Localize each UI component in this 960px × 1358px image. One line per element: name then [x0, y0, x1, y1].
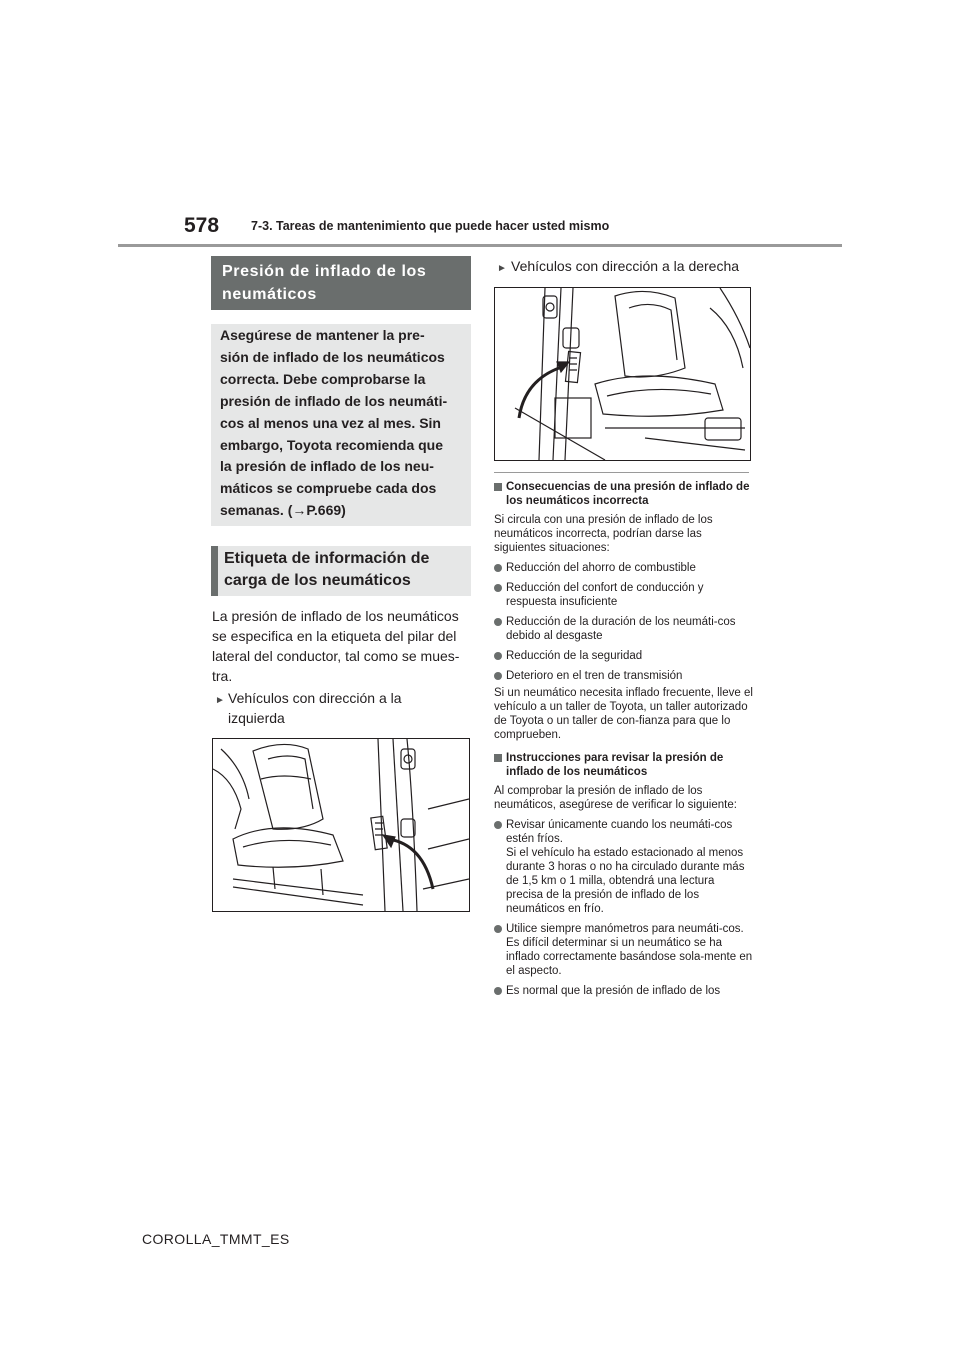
heading-band-accent [211, 546, 218, 596]
list-item-detail: Es difícil determinar si un neumático se ha inflado correctamente basándose sola-mente en el aspecto. [506, 937, 753, 977]
paragraph: Si un neumático necesita inflado frecuente, lleve el vehículo a un taller de Toyota, un taller autorizado de Toyota o un taller de con-fianza para que lo comprueben. [494, 687, 753, 741]
list-item [494, 922, 754, 978]
round-bullet-icon [494, 925, 502, 933]
paragraph: Si circula con una presión de inflado de los neumáticos incorrecta, podrían darse las siguientes situaciones: [494, 514, 713, 554]
list-item-text: Utilice siempre manómetros para neumáti-cos. [506, 923, 744, 935]
round-bullet-icon [494, 987, 502, 995]
illustration-rhd-pillar-label [494, 287, 751, 461]
list-item [494, 669, 754, 683]
list-item-text: Reducción de la duración de los neumáti-cos debido al desgaste [506, 616, 736, 642]
section-title: 7-3. Tareas de mantenimiento que puede hacer usted mismo [251, 219, 610, 233]
list-item-text: Revisar únicamente cuando los neumáti-cos estén fríos. [506, 819, 733, 845]
list-item-text: Reducción del confort de conducción y respuesta insuficiente [506, 582, 704, 608]
arrow-right-icon: ► [215, 695, 225, 706]
body-line: lateral del conductor, tal como se mues- [212, 648, 460, 664]
intro-line: cos al menos una vez al mes. Sin [220, 414, 441, 431]
list-item-detail: Si el vehículo ha estado estacionado al menos durante 3 horas o no ha circulado durante más de 1,5 km o 1 milla, obtendrá una lectura precisa de la presión de inflado de los neumáticos en frío. [506, 847, 745, 915]
list-item [494, 561, 754, 575]
subheading-line: Vehículos con dirección a la derecha [511, 258, 740, 274]
round-bullet-icon [494, 821, 502, 829]
round-bullet-icon [494, 584, 502, 592]
intro-line: presión de inflado de los neumáti- [220, 392, 448, 409]
list-item [494, 984, 754, 998]
list-item-text: Reducción de la seguridad [506, 650, 643, 662]
intro-line: semanas. (→P.669) [220, 502, 346, 519]
list-item [494, 649, 754, 663]
round-bullet-icon [494, 618, 502, 626]
intro-line: Asegúrese de mantener la pre- [220, 327, 425, 343]
intro-text [220, 325, 466, 522]
intro-line: máticos se compruebe cada dos [220, 480, 437, 497]
round-bullet-icon [494, 564, 502, 572]
intro-line: sión de inflado de los neumáticos [220, 348, 445, 365]
body-line: La presión de inflado de los neumáticos [212, 608, 459, 624]
illustration-lhd-pillar-label [212, 738, 470, 912]
body-paragraph [212, 606, 470, 686]
subsection-heading [494, 480, 754, 508]
right-column-text [494, 480, 754, 1004]
square-bullet-icon [494, 483, 502, 491]
paragraph: Al comprobar la presión de inflado de los neumáticos, asegúrese de verificar lo siguiente: [494, 785, 737, 811]
list-item-text: Deterioro en el tren de transmisión [506, 670, 683, 682]
list-item-text: Reducción del ahorro de combustible [506, 562, 696, 574]
round-bullet-icon [494, 672, 502, 680]
round-bullet-icon [494, 652, 502, 660]
list-item [494, 581, 754, 609]
body-line: se especifica en la etiqueta del pilar del [212, 628, 457, 644]
intro-line: embargo, Toyota recomienda que [220, 436, 444, 453]
page-number: 578 [184, 214, 220, 237]
subsection-heading-text: Instrucciones para revisar la presión de inflado de los neumáticos [506, 752, 724, 778]
arrow-right-icon: ► [497, 263, 507, 274]
header-divider [118, 244, 842, 247]
list-item [494, 615, 754, 643]
list-item-text: Es normal que la presión de inflado de los [506, 985, 721, 997]
subsection-heading [494, 751, 754, 779]
heading-load-label: Etiqueta de información de carga de los neumáticos [224, 550, 430, 589]
section-divider [494, 472, 749, 473]
subsection-heading-text: Consecuencias de una presión de inflado de los neumáticos incorrecta [506, 481, 750, 507]
list-item [494, 818, 754, 916]
subheading-line: Vehículos con dirección a la [228, 690, 402, 706]
intro-line: la presión de inflado de los neu- [220, 458, 434, 475]
intro-line: correcta. Debe comprobarse la [220, 370, 426, 387]
heading-tire-pressure: Presión de inflado de los neumáticos [222, 263, 427, 303]
square-bullet-icon [494, 754, 502, 762]
document-code: COROLLA_TMMT_ES [142, 1231, 290, 1247]
subheading-line: izquierda [228, 710, 285, 726]
body-line: tra. [212, 668, 233, 684]
